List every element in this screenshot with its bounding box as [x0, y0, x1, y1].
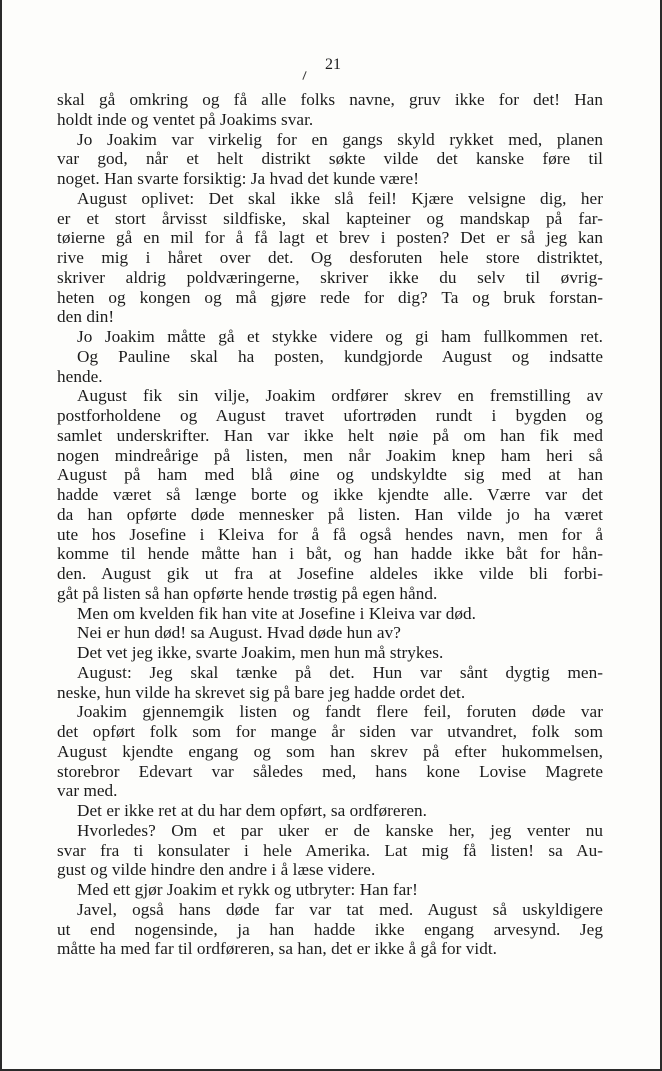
text-line: den. August gik ut fra at Josefine aldeles ikke vilde bli forbi-: [57, 564, 603, 583]
text-line: August: Jeg skal tænke på det. Hun var sånt dygtig men-: [77, 662, 603, 682]
text-line: var med.: [57, 781, 118, 801]
text-line: heten og kongen og må gjøre rede for dig? Ta og bruk forstan-: [57, 287, 603, 307]
text-line: komme til hende måtte han i båt, og han hadde ikke båt for hån-: [57, 544, 603, 564]
text-line: Javel, også hans døde far var tat med. August så uskyldigere: [77, 899, 603, 919]
text-line: skal gå omkring og få alle folks navne, gruv ikke for det! Han: [57, 90, 603, 109]
text-line: Nei er hun død! sa August. Hvad døde hun av?: [77, 623, 401, 643]
text-line: svar fra ti konsulater i hele Amerika. Lat mig få listen! sa Au-: [57, 840, 603, 860]
text-line: tøierne gå en mil for å få lagt et brev i posten? Det er så jeg kan: [57, 228, 603, 248]
text-line: skriver aldrig poldværingerne, skriver ikke du selv til øvrig-: [57, 267, 603, 287]
text-line: måtte ha med far til ordføreren, sa han, det er ikke å gå for vidt.: [57, 939, 498, 959]
text-line: storebror Edevart var således med, hans kone Lovise Magrete: [57, 761, 603, 781]
text-line: noget. Han svarte forsiktig: Ja hvad det kunde være!: [57, 169, 420, 188]
text-line: rive mig i håret over det. Og desforuten hele store distriktet,: [57, 248, 603, 267]
text-line: er et stort årvisst sildfiske, skal kapteiner og mandskap på far-: [57, 208, 603, 228]
page-number: 21: [325, 56, 341, 73]
text-line: den din!: [57, 307, 115, 327]
text-line: da han opførte døde mennesker på listen. Han vilde jo ha været: [57, 504, 603, 524]
text-line: ut end nogensinde, ja han hadde ikke engang arvesynd. Jeg: [57, 919, 603, 939]
text-line: Og Pauline skal ha posten, kundgjorde August og indsatte: [77, 346, 603, 366]
text-line: Jo Joakim måtte gå et stykke videre og gi ham fullkommen ret.: [77, 327, 603, 346]
text-line: neske, hun vilde ha skrevet sig på bare jeg hadde ordet det.: [57, 682, 466, 702]
text-line: Hvorledes? Om et par uker er de kanske her, jeg venter nu: [77, 820, 603, 840]
text-line: samlet underskrifter. Han var ikke helt nøie på om han fik med: [57, 425, 603, 445]
text-line: August fik sin vilje, Joakim ordfører skrev en fremstilling av: [77, 386, 603, 406]
text-line: August kjendte engang og som han skrev på efter hukommelsen,: [57, 741, 603, 761]
text-line: hadde været så længe borte og ikke kjendte alle. Værre var det: [57, 485, 603, 504]
page-body-text: [57, 90, 603, 959]
text-line: postforholdene og August travet ufortrøden rundt i bygden og: [57, 406, 603, 425]
text-line: nogen mindreårige på listen, men når Joakim knep ham heri så: [57, 445, 603, 465]
text-line: var god, når et helt distrikt søkte vilde det kanske føre til: [57, 149, 603, 169]
text-line: August oplivet: Det skal ikke slå feil! Kjære velsigne dig, her: [77, 188, 603, 208]
text-line: ute hos Josefine i Kleiva for å få også hendes navn, men for å: [57, 524, 603, 544]
text-line: Det er ikke ret at du har dem opført, sa ordføreren.: [77, 801, 428, 820]
text-line: gust og vilde hindre den andre i å læse videre.: [57, 860, 376, 880]
text-line: gåt på listen så han opførte hende trøstig på egen hånd.: [57, 583, 438, 603]
text-line: Med ett gjør Joakim et rykk og utbryter: Han far!: [77, 880, 418, 899]
text-line: Joakim gjennemgik listen og fandt flere feil, foruten døde var: [77, 702, 603, 722]
text-line: hende.: [57, 366, 103, 386]
text-line: Men om kvelden fik han vite at Josefine i Kleiva var død.: [77, 603, 477, 623]
text-line: det opført folk som for mange år siden var utvandret, folk som: [57, 722, 603, 741]
text-line: Det vet jeg ikke, svarte Joakim, men hun må strykes.: [77, 643, 444, 662]
text-line: August på ham med blå øine og undskyldte sig med at han: [57, 465, 603, 485]
text-line: Jo Joakim var virkelig for en gangs skyld rykket med, planen: [77, 129, 603, 149]
text-line: holdt inde og ventet på Joakims svar.: [57, 109, 314, 129]
